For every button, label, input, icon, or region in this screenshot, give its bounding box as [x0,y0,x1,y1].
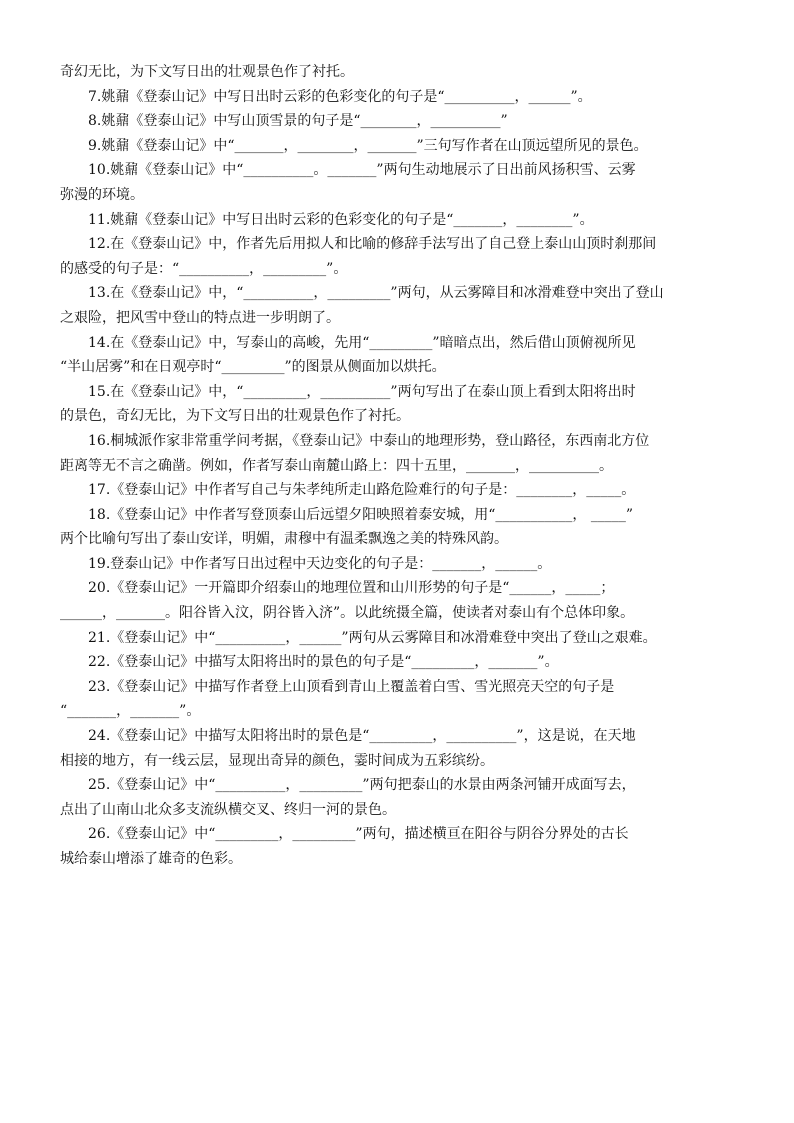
text-line: 相接的地方，有一线云层，显现出奇异的颜色，霎时间成为五彩缤纷。 [60,752,494,769]
text-line: 20.《登泰山记》一开篇即介绍泰山的地理位置和山川形势的句子是“______，_____； [88,580,615,597]
text-line: 8.姚鼐《登泰山记》中写山顶雪景的句子是“________，__________” [88,113,508,130]
text-line: 7.姚鼐《登泰山记》中写日出时云彩的色彩变化的句子是“__________，______”。 [88,88,592,105]
text-line: “半山居雾”和在日观亭时“_________”的图景从侧面加以烘托。 [60,359,446,376]
text-line: 11.姚鼐《登泰山记》中写日出时云彩的色彩变化的句子是“_______，________”。 [88,211,594,228]
text-line: 距离等无不言之确凿。例如，作者写泰山南麓山路上：四十五里，_______，__________。 [60,457,613,474]
text-line: 奇幻无比，为下文写日出的壮观景色作了衬托。 [60,64,354,80]
text-line: 23.《登泰山记》中描写作者登上山顶看到青山上覆盖着白雪、雪光照亮天空的句子是 [88,678,615,695]
text-line: 的景色，奇幻无比，为下文写日出的壮观景色作了衬托。 [60,408,410,425]
text-line: 9.姚鼐《登泰山记》中“_______，________，_______”三句写作者在山顶远望所见的景色。 [88,137,648,154]
text-line: 城给泰山增添了雄奇的色彩。 [60,851,242,867]
text-line: 点出了山南山北众多支流纵横交叉、终归一河的景色。 [60,801,396,818]
text-line: 17.《登泰山记》中作者写自己与朱孝纯所走山路危险难行的句子是：________，_____。 [88,482,636,499]
text-line: 14.在《登泰山记》中，写泰山的高峻，先用“_________”暗暗点出，然后借山顶俯视所见 [88,334,636,351]
text-line: 13.在《登泰山记》中，“__________，_________”两句，从云雾障目和冰滑难登中突出了登山 [88,285,664,302]
text-line: 25.《登泰山记》中“__________，_________”两句把泰山的水景由两条河铺开成面写去， [88,777,636,794]
text-line: 26.《登泰山记》中“_________，_________”两句，描述横亘在阳谷与阴谷分界处的古长 [88,826,629,843]
text-line: 22.《登泰山记》中描写太阳将出时的景色的句子是“_________，_______”。 [88,654,559,671]
text-line: 19.登泰山记》中作者写日出过程中天边变化的句子是：_______，______。 [88,555,552,572]
text-line: 弥漫的环境。 [60,186,144,203]
text-line: 21.《登泰山记》中“__________，______”两句从云雾障目和冰滑难登中突出了登山之艰难。 [88,629,657,646]
text-line: ______，_______。阳谷皆入汶，阴谷皆入济”。以此统摄全篇，使读者对泰山有个总体印象。 [60,605,635,622]
text-line: 18.《登泰山记》中作者写登顶泰山后远望夕阳映照着泰安城，用“___________， _____” [88,506,634,523]
text-line: 12.在《登泰山记》中，作者先后用拟人和比喻的修辞手法写出了自己登上泰山山顶时刹那间 [88,236,657,253]
document-page [60,60,735,872]
text-line: 16.桐城派作家非常重学问考据，《登泰山记》中泰山的地理形势，登山路径，东西南北方位 [88,432,650,449]
text-line: 的感受的句子是：“__________，_________”。 [60,260,348,277]
text-line: 15.在《登泰山记》中，“_________，__________”两句写出了在泰山顶上看到太阳将出时 [88,383,636,400]
text-line: 10.姚鼐《登泰山记》中“__________。_______”两句生动地展示了日出前风扬积雪、云雾 [88,162,636,179]
text-line: 24.《登泰山记》中描写太阳将出时的景色是“_________，__________”，这是说，在天地 [88,728,636,745]
text-line: “_______，_______”。 [60,703,201,720]
text-line: 两个比喻句写出了泰山安详，明媚，肃穆中有温柔飘逸之美的特殊风韵。 [60,531,508,548]
text-line: 之艰险，把风雪中登山的特点进一步明朗了。 [60,309,340,326]
